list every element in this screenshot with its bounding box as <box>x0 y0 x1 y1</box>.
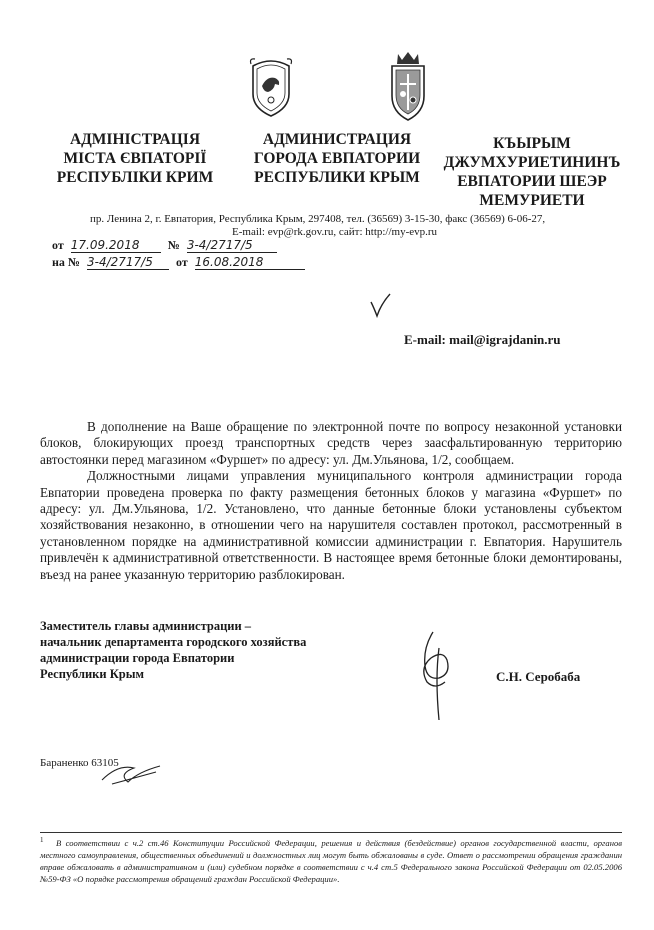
header-crh-line: КЪЫРЫМ <box>493 135 571 152</box>
header-ukrainian <box>40 130 230 187</box>
body-paragraph: Должностными лицами управления муниципального контроля администрации города Евпатории проведена проверка по факту размещения бетонных блоков у магазина «Фуршет» по адресу: ул. Дм.Ульянова, 1/2. Установлено, что данные бетонные блоки установлены субъектом хозяйствования незаконно, в отношении чего на нарушителя составлен протокол, рассмотренный в установленном порядке на административной комиссии администрации г. Евпатория. Нарушитель привлечён к административной ответственности. В настоящее время бетонные блоки демонтированы, въезд на ранее указанную территорию разблокирован. <box>40 468 622 582</box>
ref-label: на № <box>52 255 80 269</box>
header-crh-line: ДЖУМХУРИЕТИНИНЪ <box>443 154 621 171</box>
footnote-text: В соответствии с ч.2 ст.46 Конституции Российской Федерации, решения и действия (бездействие) органов государственной власти, органов местного самоуправления, общественных объединений и должностных лиц могут быть обжалованы в суде. Ответ о рассмотрении обращения гражданин вправе обжаловать в административном и (или) судебном порядке в соответствии с ч.4 ст.5 Федерального закона Российской Федерации от 02.05.2006 №59-ФЗ «О порядке рассмотрения обращений граждан Российской Федерации». <box>40 837 622 884</box>
ref-date: 16.08.2018 <box>195 255 305 270</box>
header-ukr-line: АДМІНІСТРАЦІЯ <box>69 131 201 148</box>
from-label: от <box>52 238 64 252</box>
crimea-coat-of-arms-icon <box>249 56 293 118</box>
position-line: администрации города Евпатории <box>40 651 235 665</box>
header-crh-line: ЕВПАТОРИИ ШЕЭР <box>457 173 607 190</box>
header-russian <box>242 130 432 187</box>
position-line: Заместитель главы администрации – <box>40 619 252 633</box>
signatory-position <box>40 618 306 682</box>
ref-from-label: от <box>175 255 188 269</box>
handwritten-signature <box>405 628 475 724</box>
header-crh-line: МЕМУРИЕТИ <box>479 192 585 209</box>
body-paragraph: В дополнение на Ваше обращение по электронной почте по вопросу незаконной установки блоков, блокирующих проезд транспортных средств через заасфальтированную территорию автостоянки перед магазином «Фуршет» по адресу: ул. Дм.Ульянова, 1/2, сообщаем. <box>40 419 622 467</box>
number-label: № <box>167 238 180 252</box>
recipient-email: E-mail: mail@igrajdanin.ru <box>404 332 561 347</box>
header-rus-line: РЕСПУБЛИКИ КРЫМ <box>254 169 420 186</box>
contacts-line: E-mail: evp@rk.gov.ru, сайт: http://my-evp.ru <box>232 226 438 238</box>
header-ukr-line: МІСТА ЄВПАТОРІЇ <box>63 150 207 167</box>
ref-number: 3-4/2717/5 <box>87 255 169 270</box>
position-line: начальник департамента городского хозяйства <box>40 635 307 649</box>
position-line: Республики Крым <box>40 667 144 681</box>
address-line: пр. Ленина 2, г. Евпатория, Республика Крым, 297408, тел. (36569) 3-15-30, факс (36569) 6-06-27, <box>90 213 546 225</box>
footnote <box>40 834 622 885</box>
outgoing-date: 17.09.2018 <box>71 238 161 253</box>
yevpatoria-coat-of-arms-icon <box>386 50 430 122</box>
outgoing-number: 3-4/2717/5 <box>187 238 277 253</box>
registration-line-1 <box>52 238 277 253</box>
header-crimean-tatar <box>432 134 632 210</box>
signatory-name: С.Н. Серобаба <box>496 669 581 684</box>
checkmark-icon <box>368 292 392 318</box>
executor-initials <box>98 760 168 786</box>
footnote-mark: 1 <box>40 836 44 844</box>
header-ukr-line: РЕСПУБЛІКИ КРИМ <box>56 169 214 186</box>
footnote-divider <box>40 832 622 833</box>
header-rus-line: ГОРОДА ЕВПАТОРИИ <box>253 150 421 167</box>
executor-info: Бараненко 63105 <box>40 757 119 769</box>
header-rus-line: АДМИНИСТРАЦИЯ <box>262 131 412 148</box>
letter-body <box>40 419 622 583</box>
registration-line-2 <box>52 255 305 270</box>
